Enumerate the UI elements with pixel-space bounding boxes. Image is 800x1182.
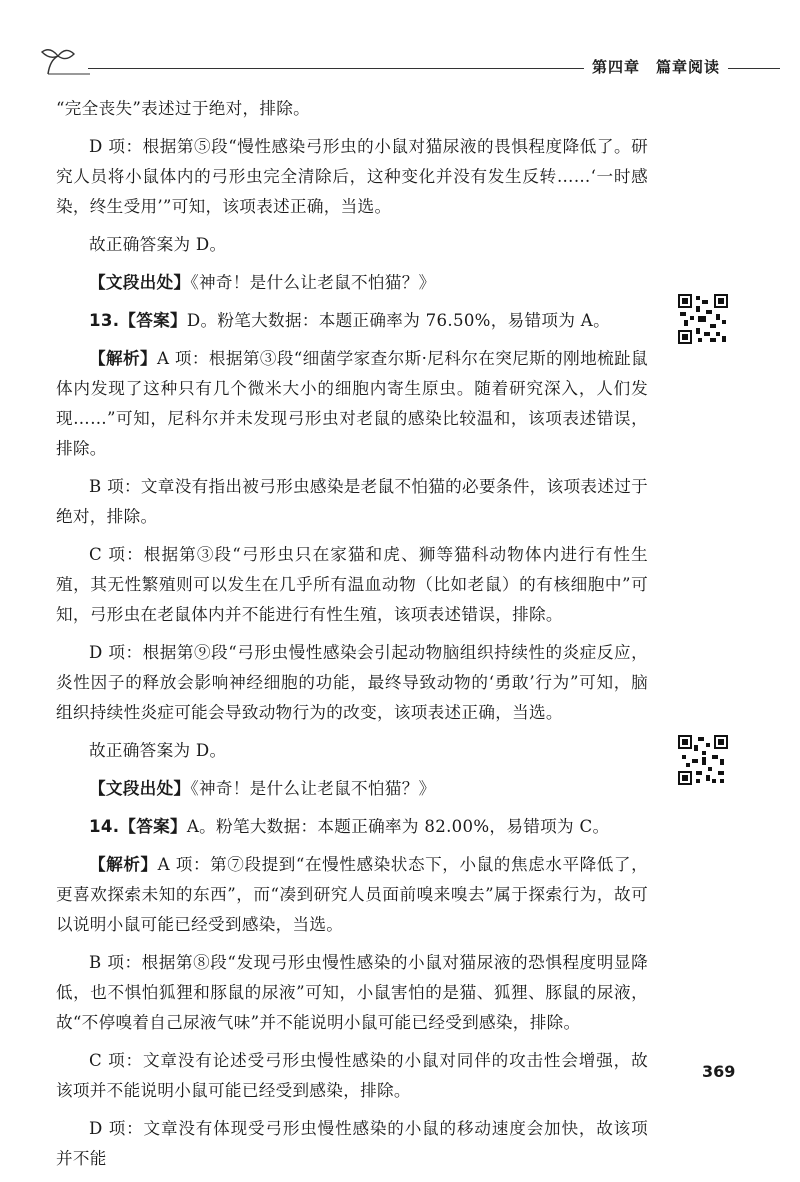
paragraph: 故正确答案为 D。 (89, 741, 227, 760)
qr-code-icon[interactable] (678, 294, 728, 344)
paragraph-source: 【文段出处】《神奇！是什么让老鼠不怕猫？》 (89, 273, 436, 292)
paragraph-analysis: 【解析】A 项：第⑦段提到“在慢性感染状态下，小鼠的焦虑水平降低了，更喜欢探索未知的东西”，而“凑到研究人员面前嗅来嗅去”属于探索行为，故可以说明小鼠可能已经受到感染，当选。 (56, 855, 648, 934)
paragraph: C 项：根据第③段“弓形虫只在家猫和虎、狮等猫科动物体内进行有性生殖，其无性繁殖则可以发生在几乎所有温血动物（比如老鼠）的有核细胞中”可知，弓形虫在老鼠体内并不能进行有性生殖，该项表述错误，排除。 (56, 545, 648, 624)
paragraph: B 项：文章没有指出被弓形虫感染是老鼠不怕猫的必要条件，该项表述过于绝对，排除。 (56, 477, 648, 526)
paragraph-answer: 14.【答案】A。粉笔大数据：本题正确率为 82.00%，易错项为 C。 (89, 817, 610, 836)
paragraph: D 项：根据第⑨段“弓形虫慢性感染会引起动物脑组织持续性的炎症反应，炎性因子的释放会影响神经细胞的功能，最终导致动物的‘勇敢’行为”可知，脑组织持续性炎症可能会导致动物行为的改变，该项表述正确，当选。 (56, 643, 648, 722)
page-header (40, 38, 780, 78)
chapter-title: 第四章 篇章阅读 (584, 56, 728, 77)
page-body (56, 94, 648, 1182)
paragraph: 故正确答案为 D。 (89, 235, 227, 254)
sprout-icon (40, 44, 90, 78)
page-number: 369 (702, 1062, 736, 1081)
paragraph: D 项：根据第⑤段“慢性感染弓形虫的小鼠对猫尿液的畏惧程度降低了。研究人员将小鼠体内的弓形虫完全清除后，这种变化并没有发生反转……‘一时感染，终生受用’”可知，该项表述正确，当选。 (56, 137, 648, 216)
paragraph-analysis: 【解析】A 项：根据第③段“细菌学家查尔斯·尼科尔在突尼斯的刚地梳趾鼠体内发现了这种只有几个微米大小的细胞内寄生原虫。随着研究深入，人们发现……”可知，尼科尔并未发现弓形虫对老鼠的感染比较温和，该项表述错误，排除。 (56, 349, 648, 458)
paragraph-answer: 13.【答案】D。粉笔大数据：本题正确率为 76.50%，易错项为 A。 (89, 311, 610, 330)
paragraph: “完全丧失”表述过于绝对，排除。 (56, 99, 311, 118)
qr-code-icon[interactable] (678, 735, 728, 785)
paragraph-source: 【文段出处】《神奇！是什么让老鼠不怕猫？》 (89, 779, 436, 798)
paragraph: C 项：文章没有论述受弓形虫慢性感染的小鼠对同伴的攻击性会增强，故该项并不能说明小鼠可能已经受到感染，排除。 (56, 1051, 648, 1100)
paragraph: B 项：根据第⑧段“发现弓形虫慢性感染的小鼠对猫尿液的恐惧程度明显降低，也不惧怕狐狸和豚鼠的尿液”可知，小鼠害怕的是猫、狐狸、豚鼠的尿液，故“不停嗅着自己尿液气味”并不能说明小鼠可能已经受到感染，排除。 (56, 953, 648, 1032)
paragraph: D 项：文章没有体现受弓形虫慢性感染的小鼠的移动速度会加快，故该项并不能 (56, 1119, 648, 1168)
